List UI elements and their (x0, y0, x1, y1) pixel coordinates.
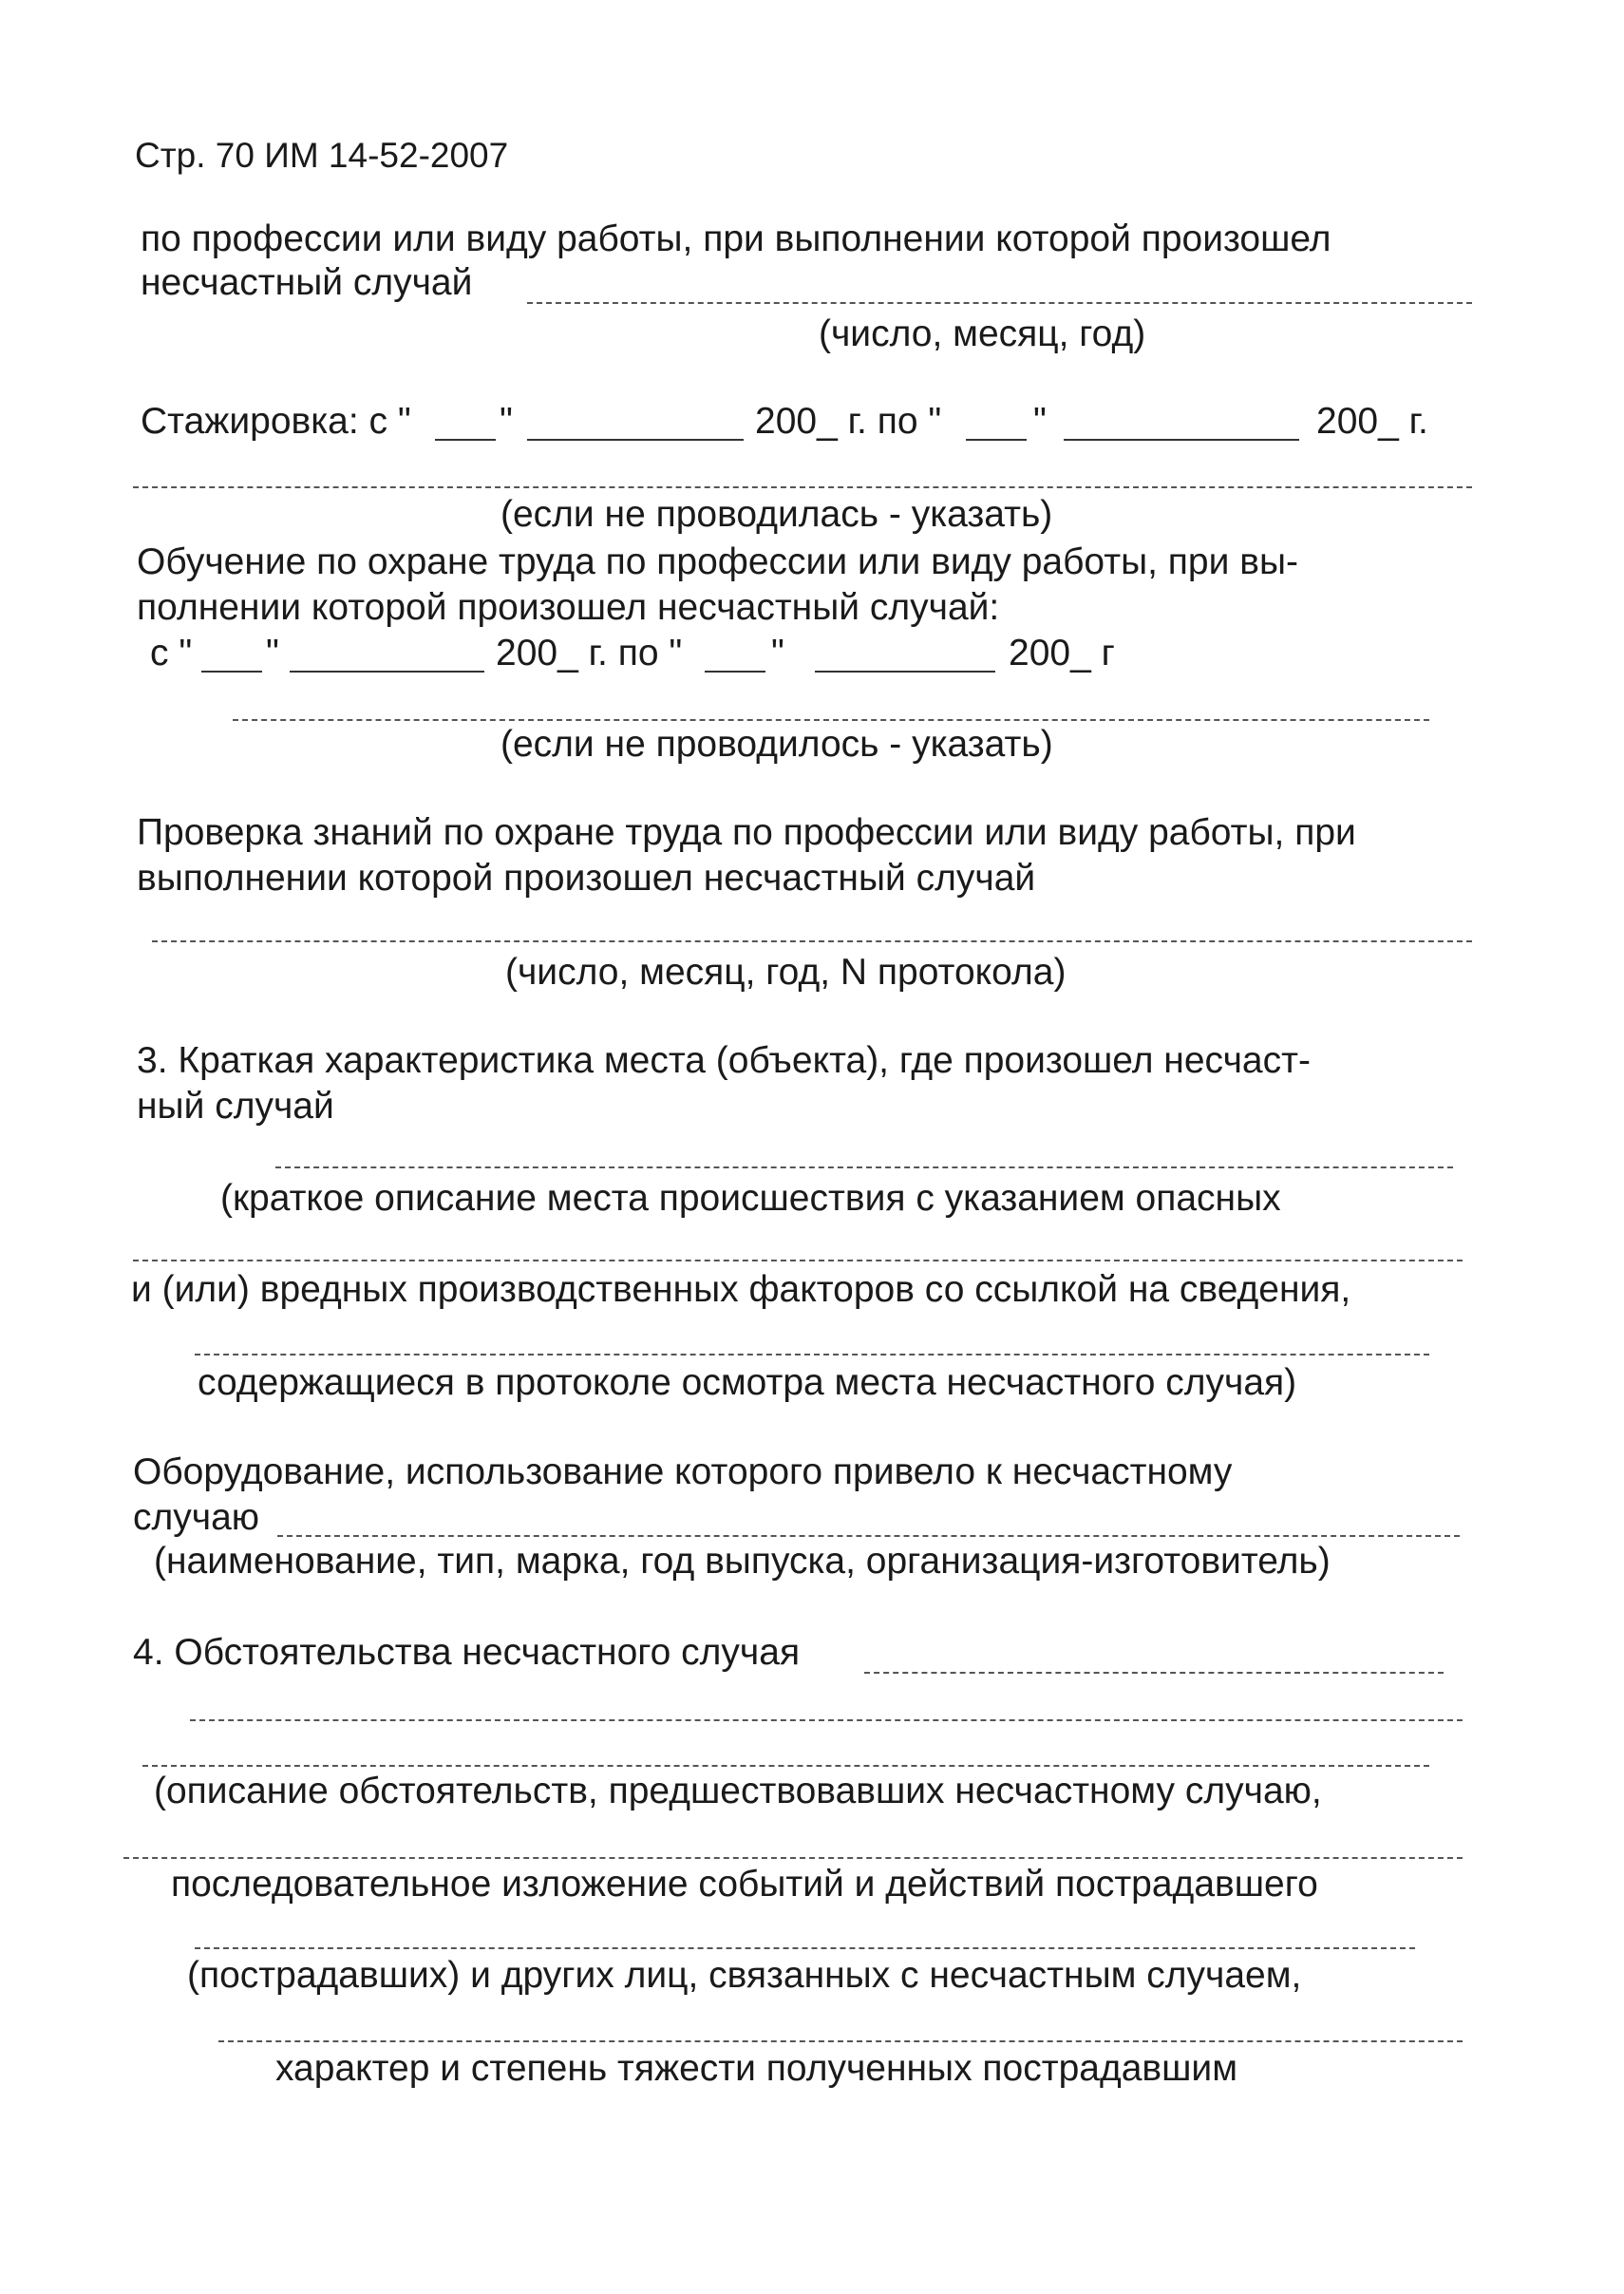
hint-caption: (число, месяц, год) (819, 313, 1146, 354)
hint-caption: (если не проводилась - указать) (500, 494, 1053, 535)
hint-caption: и (или) вредных производственных факторов со ссылкой на сведения, (131, 1269, 1351, 1310)
text-line: Оборудование, использование которого привело к несчастному (133, 1451, 1233, 1492)
text-line: Обучение по охране труда по профессии или виду работы, при вы- (137, 541, 1298, 582)
fill-line (123, 1857, 1463, 1859)
fill-line (142, 1765, 1429, 1767)
text-fragment: " (771, 633, 784, 673)
text-fragment: " (266, 633, 279, 673)
hint-caption: (если не проводилось - указать) (500, 724, 1053, 765)
hint-caption: (описание обстоятельств, предшествовавших несчастному случаю, (154, 1771, 1322, 1811)
blank-day (435, 439, 496, 441)
fill-line (152, 940, 1472, 942)
fill-line (275, 1166, 1453, 1168)
blank-month (290, 671, 484, 673)
text-line: ный случай (137, 1086, 334, 1127)
hint-caption: (краткое описание места происшествия с указанием опасных (220, 1178, 1281, 1219)
blank-month (815, 671, 995, 673)
text-fragment: 200_ г. по " (496, 633, 683, 673)
page-header: Стр. 70 ИМ 14-52-2007 (135, 136, 509, 175)
hint-caption: (пострадавших) и других лиц, связанных с несчастным случаем, (187, 1955, 1302, 1996)
fill-line (277, 1535, 1460, 1537)
section-heading: 4. Обстоятельства несчастного случая (133, 1632, 801, 1673)
fill-line (133, 1260, 1463, 1261)
text-line: несчастный случай (141, 262, 473, 303)
text-line: случаю (133, 1497, 260, 1538)
blank-month (1064, 439, 1299, 441)
text-fragment: с " (150, 633, 193, 673)
fill-line (195, 1947, 1415, 1949)
fill-line (218, 2040, 1463, 2042)
blank-day (705, 671, 765, 673)
fill-line (233, 719, 1429, 721)
fill-line (864, 1672, 1444, 1674)
blank-month (527, 439, 744, 441)
text-line: Проверка знаний по охране труда по профессии или виду работы, при (137, 812, 1356, 853)
hint-caption: содержащиеся в протоколе осмотра места несчастного случая) (198, 1362, 1297, 1403)
text-line: по профессии или виду работы, при выполнении которой произошел (141, 218, 1331, 259)
blank-day (201, 671, 262, 673)
text-line: выполнении которой произошел несчастный случай (137, 858, 1036, 899)
text-fragment: 200_ г. по " (755, 401, 942, 442)
section-heading: 3. Краткая характеристика места (объекта), где произошел несчаст- (137, 1040, 1311, 1081)
fill-line (133, 486, 1472, 488)
text-fragment: " (500, 401, 513, 442)
internship-line: Стажировка: с " (141, 401, 411, 442)
hint-caption: (число, месяц, год, N протокола) (505, 952, 1067, 993)
hint-caption: последовательное изложение событий и действий пострадавшего (171, 1864, 1318, 1905)
hint-caption: (наименование, тип, марка, год выпуска, организация-изготовитель) (154, 1541, 1331, 1582)
fill-line (195, 1354, 1429, 1356)
text-fragment: 200_ г. (1316, 401, 1428, 442)
text-fragment: 200_ г (1009, 633, 1115, 673)
text-fragment: " (1033, 401, 1047, 442)
fill-line (527, 302, 1472, 304)
fill-line (190, 1719, 1463, 1721)
text-line: полнении которой произошел несчастный случай: (137, 587, 1000, 628)
blank-day (966, 439, 1027, 441)
hint-caption: характер и степень тяжести полученных пострадавшим (275, 2048, 1238, 2089)
